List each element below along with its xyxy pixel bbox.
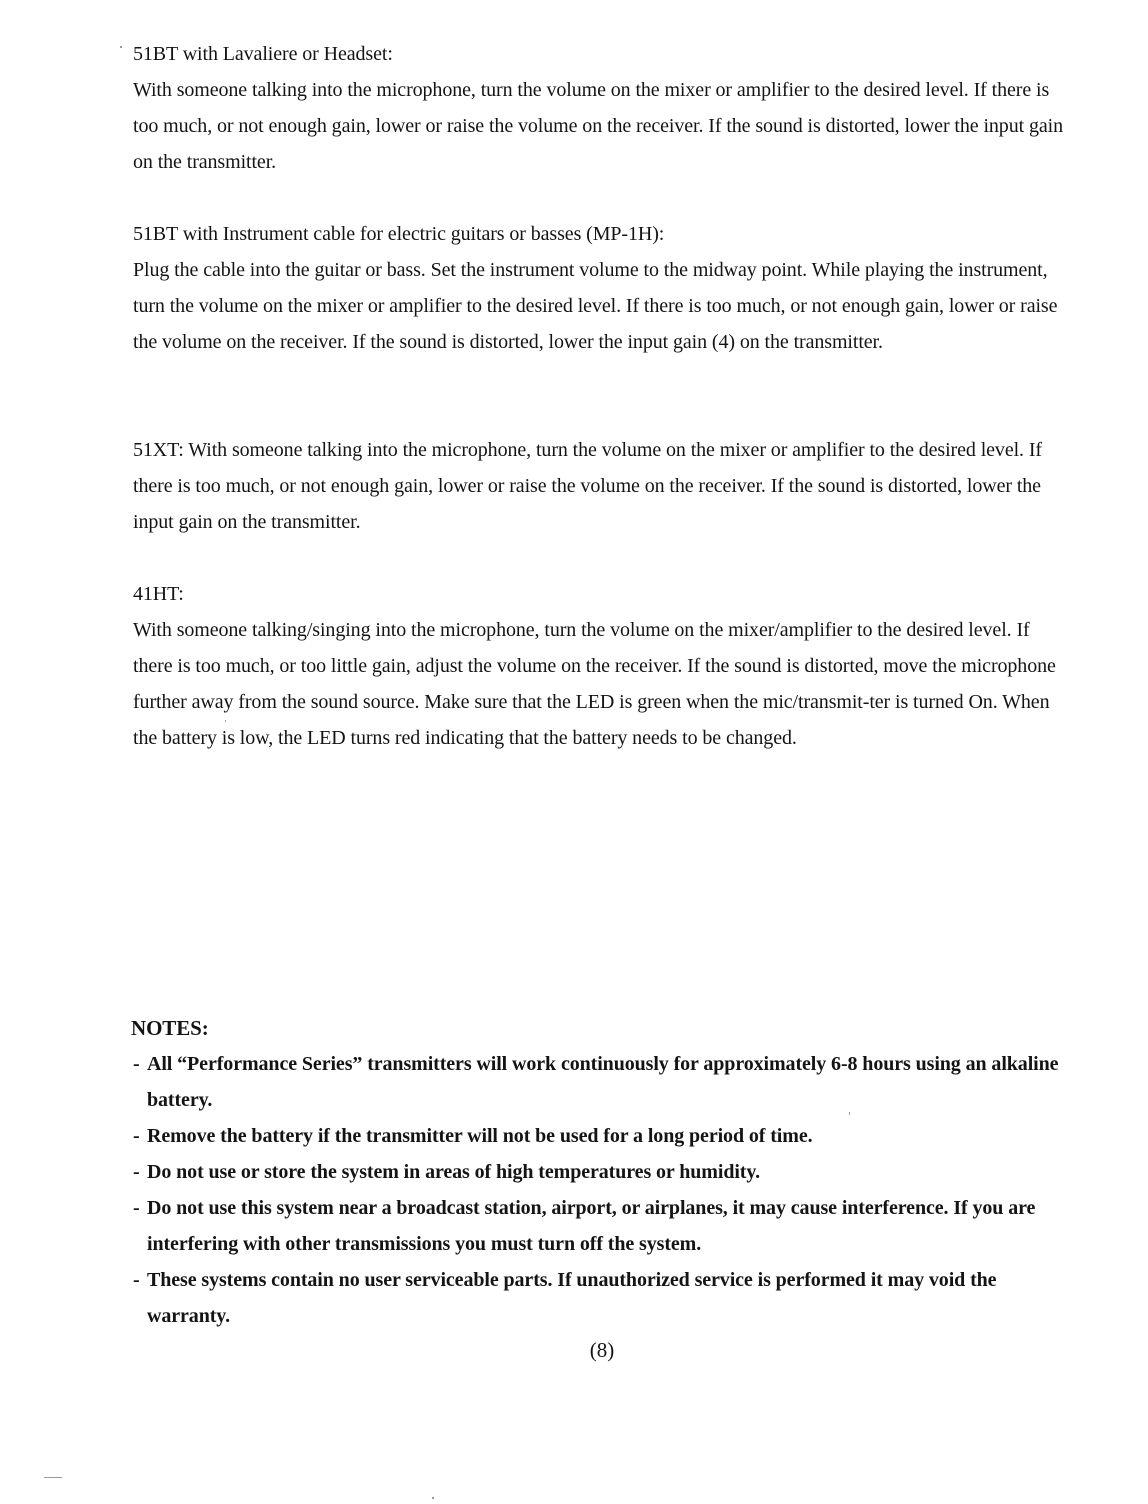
note-text: Remove the battery if the transmitter will not be used for a long period of time. bbox=[147, 1125, 813, 1147]
note-dash: - bbox=[133, 1053, 140, 1075]
section-51bt-lavaliere bbox=[133, 36, 1073, 180]
scan-speck bbox=[120, 46, 122, 48]
note-item bbox=[131, 1190, 1081, 1262]
notes-section bbox=[131, 1010, 1081, 1334]
notes-list bbox=[131, 1046, 1081, 1334]
section-heading: 41HT: bbox=[133, 583, 184, 605]
section-body: 51XT: With someone talking into the microphone, turn the volume on the mixer or amplifier to the desired level. If there is too much, or not enough gain, lower or raise the volume on the receiver. If the sound is distorted, lower the input gain on the transmitter. bbox=[133, 439, 1042, 533]
note-item bbox=[131, 1118, 1081, 1154]
page-number: (8) bbox=[589, 1338, 615, 1362]
note-text: Do not use this system near a broadcast station, airport, or airplanes, it may cause interference. If you are interfering with other transmissions you must turn off the system. bbox=[147, 1197, 1036, 1255]
section-body: Plug the cable into the guitar or bass. Set the instrument volume to the midway point. While playing the instrument, turn the volume on the mixer or amplifier to the desired level. If there is too much, or not enough gain, lower or raise the volume on the receiver. If the sound is distorted, lower the input gain (4) on the transmitter. bbox=[133, 259, 1058, 353]
notes-title: NOTES: bbox=[131, 1016, 209, 1040]
scan-speck bbox=[849, 1112, 850, 1115]
note-text: These systems contain no user serviceable parts. If unauthorized service is performed it may void the warranty. bbox=[147, 1269, 997, 1327]
section-body: With someone talking/singing into the microphone, turn the volume on the mixer/amplifier to the desired level. If there is too much, or too little gain, adjust the volume on the receiver. If the sound is distorted, move the microphone further away from the sound source. Make sure that the LED is green when the mic/transmit-ter is turned On. When the battery is low, the LED turns red indicating that the battery needs to be changed. bbox=[133, 619, 1056, 749]
note-dash: - bbox=[133, 1269, 140, 1291]
note-dash: - bbox=[133, 1197, 140, 1219]
section-body: With someone talking into the microphone, turn the volume on the mixer or amplifier to the desired level. If there is too much, or not enough gain, lower or raise the volume on the receiver. If the sound is distorted, lower the input gain on the transmitter. bbox=[133, 79, 1063, 173]
section-51bt-instrument bbox=[133, 216, 1073, 360]
section-51xt bbox=[133, 432, 1073, 540]
section-heading: 51BT with Lavaliere or Headset: bbox=[133, 43, 393, 65]
note-text: Do not use or store the system in areas of high temperatures or humidity. bbox=[147, 1161, 761, 1183]
note-item bbox=[131, 1154, 1081, 1190]
scan-speck bbox=[225, 720, 226, 722]
note-text: All “Performance Series” transmitters will work continuously for approximately 6-8 hours using an alkaline battery. bbox=[147, 1053, 1059, 1111]
note-item bbox=[131, 1046, 1081, 1118]
section-heading: 51BT with Instrument cable for electric guitars or basses (MP-1H): bbox=[133, 223, 665, 245]
scan-speck bbox=[432, 1497, 434, 1499]
section-41ht bbox=[133, 576, 1073, 756]
note-dash: - bbox=[133, 1161, 140, 1183]
note-item bbox=[131, 1262, 1081, 1334]
note-dash: - bbox=[133, 1125, 140, 1147]
scan-speck bbox=[44, 1477, 62, 1478]
